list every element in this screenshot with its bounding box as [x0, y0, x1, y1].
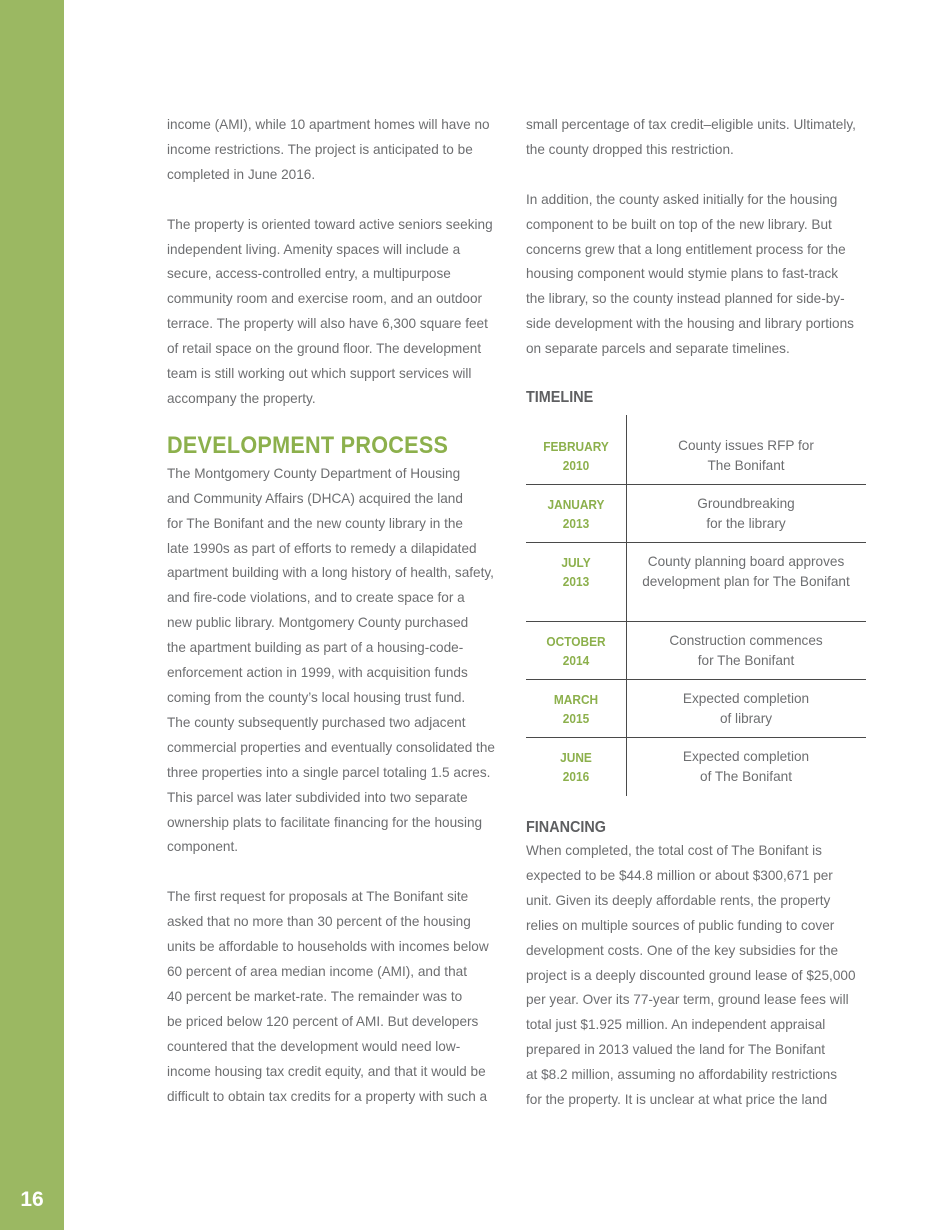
left-column [167, 113, 507, 1109]
text-line: the library, so the county instead planned for side-by- [526, 291, 845, 307]
text-line: income restrictions. The project is anticipated to be [167, 141, 473, 157]
text-line: development costs. One of the key subsidies for the [526, 942, 839, 958]
timeline-event-line: for the library [706, 516, 786, 532]
timeline-event-line: Construction commences [669, 633, 823, 649]
timeline-date [529, 485, 624, 534]
text-line: of retail space on the ground floor. The development [167, 341, 482, 357]
text-line: on separate parcels and separate timelines. [526, 341, 790, 357]
text-line: units be affordable to households with incomes below [167, 939, 489, 955]
timeline-date [529, 427, 624, 476]
timeline-event [626, 543, 866, 592]
text-line: difficult to obtain tax credits for a property with such a [167, 1088, 488, 1104]
timeline-event [626, 680, 866, 729]
text-line: three properties into a single parcel totaling 1.5 acres. [167, 764, 491, 780]
text-line: side development with the housing and library portions [526, 316, 854, 332]
text-line: asked that no more than 30 percent of the housing [167, 914, 471, 930]
timeline-month: JUNE [560, 751, 592, 766]
timeline-year: 2010 [562, 459, 590, 474]
intro-paragraph [167, 113, 507, 188]
text-line: This parcel was later subdivided into two separate [167, 789, 468, 805]
text-line: relies on multiple sources of public funding to cover [526, 917, 835, 933]
text-line: concerns grew that a long entitlement process for the [526, 241, 846, 257]
timeline-event-line: of library [719, 711, 773, 727]
text-line: accompany the property. [167, 390, 316, 406]
text-line: 60 percent of area median income (AMI), and that [167, 963, 467, 979]
text-line: countered that the development would need low- [167, 1038, 461, 1054]
timeline-event-line: County issues RFP for [678, 438, 814, 454]
timeline-date [529, 680, 624, 729]
text-line: The county subsequently purchased two adjacent [167, 714, 466, 730]
text-line: prepared in 2013 valued the land for The Bonifant [526, 1042, 826, 1058]
text-line: terrace. The property will also have 6,300 square feet [167, 316, 488, 332]
timeline-event-line: The Bonifant [707, 458, 785, 474]
library-paragraph [526, 188, 871, 362]
timeline-event-line: development plan for The Bonifant [642, 574, 850, 590]
text-line: expected to be $44.8 million or about $300,671 per [526, 867, 833, 883]
right-column [526, 113, 871, 1113]
timeline-row [526, 543, 866, 622]
timeline-month: JANUARY [547, 498, 605, 513]
text-line: total just $1.925 million. An independent appraisal [526, 1017, 826, 1033]
text-line: secure, access-controlled entry, a multipurpose [167, 266, 451, 282]
timeline-month: FEBRUARY [543, 440, 609, 455]
text-line: and Community Affairs (DHCA) acquired the land [167, 490, 463, 506]
timeline-year: 2014 [562, 654, 590, 669]
timeline-row [526, 427, 866, 485]
text-line: income (AMI), while 10 apartment homes will have no [167, 117, 490, 132]
timeline-month: OCTOBER [546, 635, 606, 650]
timeline-row [526, 680, 866, 738]
timeline-year: 2016 [562, 770, 590, 785]
timeline-heading: TIMELINE [526, 389, 594, 407]
timeline-row [526, 622, 866, 680]
text-line: for The Bonifant and the new county library in the [167, 515, 463, 531]
text-line: and fire-code violations, and to create space for a [167, 590, 465, 606]
timeline-event-line: Expected completion [682, 749, 810, 765]
timeline-event [626, 622, 866, 671]
text-line: The property is oriented toward active seniors seeking [167, 216, 493, 232]
text-line: apartment building with a long history of health, safety, [167, 565, 494, 581]
text-line: be priced below 120 percent of AMI. But developers [167, 1013, 479, 1029]
timeline-event-line: for The Bonifant [697, 653, 795, 669]
timeline-event [626, 485, 866, 534]
timeline-divider [626, 415, 627, 796]
development-process-paragraph [167, 462, 507, 861]
timeline-month: JULY [561, 556, 591, 571]
timeline-event [626, 427, 866, 476]
restriction-paragraph [526, 113, 871, 163]
text-line: the apartment building as part of a housing-code- [167, 640, 464, 656]
text-line: enforcement action in 1999, with acquisition funds [167, 665, 468, 681]
text-line: for the property. It is unclear at what price the land [526, 1092, 828, 1108]
text-line: When completed, the total cost of The Bonifant is [526, 843, 822, 859]
text-line: team is still working out which support services will [167, 366, 472, 382]
text-line: 40 percent be market-rate. The remainder was to [167, 988, 463, 1004]
timeline-month: MARCH [553, 693, 599, 708]
text-line: independent living. Amenity spaces will include a [167, 241, 461, 257]
text-line: late 1990s as part of efforts to remedy a dilapidated [167, 540, 477, 556]
text-line: project is a deeply discounted ground lease of $25,000 [526, 967, 856, 983]
financing-heading: FINANCING [526, 819, 607, 837]
text-line: new public library. Montgomery County purchased [167, 615, 469, 631]
text-line: income housing tax credit equity, and that it would be [167, 1063, 486, 1079]
text-line: ownership plats to facilitate financing for the housing [167, 814, 483, 830]
amenities-paragraph [167, 213, 507, 412]
text-line: small percentage of tax credit–eligible units. Ultimately, [526, 117, 856, 132]
timeline-table [526, 427, 866, 796]
timeline-event-line: Groundbreaking [697, 496, 795, 512]
timeline-event-line: of The Bonifant [700, 769, 792, 785]
timeline-event-line: County planning board approves [647, 554, 845, 570]
text-line: The first request for proposals at The Bonifant site [167, 889, 469, 905]
text-line: In addition, the county asked initially for the housing [526, 191, 838, 207]
timeline-event [626, 738, 866, 787]
timeline-row [526, 485, 866, 543]
text-line: coming from the county’s local housing trust fund. [167, 690, 466, 706]
text-line: completed in June 2016. [167, 166, 316, 182]
text-line: component to be built on top of the new library. But [526, 216, 832, 232]
text-line: component. [167, 839, 239, 855]
text-line: commercial properties and eventually consolidated the [167, 739, 495, 755]
text-line: housing component would stymie plans to fast-track [526, 266, 839, 282]
rfp-paragraph [167, 885, 507, 1109]
timeline-year: 2013 [562, 517, 590, 532]
timeline-year: 2015 [562, 712, 590, 727]
timeline-event-line: Expected completion [682, 691, 810, 707]
timeline-date [529, 738, 624, 787]
timeline-year: 2013 [562, 575, 590, 590]
text-line: per year. Over its 77-year term, ground lease fees will [526, 992, 849, 1008]
text-line: the county dropped this restriction. [526, 141, 734, 157]
text-line: unit. Given its deeply affordable rents, the property [526, 892, 831, 908]
timeline-row [526, 738, 866, 796]
text-line: at $8.2 million, assuming no affordability restrictions [526, 1067, 838, 1083]
section-heading-development-process: DEVELOPMENT PROCESS [167, 431, 449, 459]
timeline-date [529, 622, 624, 671]
financing-paragraph [526, 839, 871, 1113]
page-number: 16 [20, 1188, 44, 1211]
text-line: community room and exercise room, and an outdoor [167, 291, 483, 307]
side-color-bar [0, 0, 64, 1230]
timeline-date [529, 543, 624, 592]
text-line: The Montgomery County Department of Housing [167, 465, 461, 481]
